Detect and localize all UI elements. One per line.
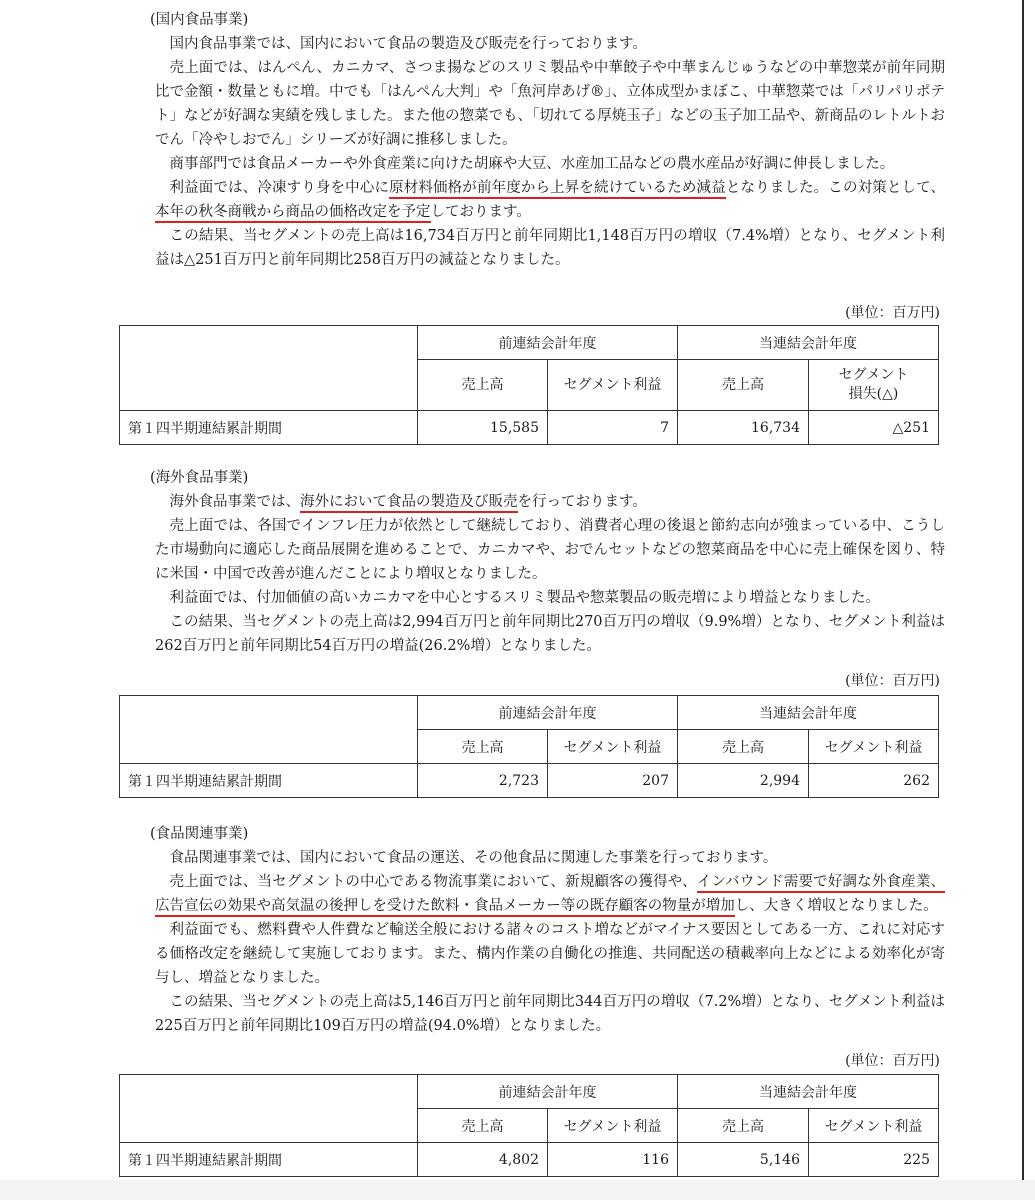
text-run: を行っております。 <box>517 494 647 510</box>
unit-label-overseas: (単位：百万円) <box>845 673 940 689</box>
col-group-prev: 前連結会計年度 <box>418 696 678 730</box>
paragraph <box>155 152 945 176</box>
col-curr-sales: 売上高 <box>678 730 809 764</box>
prev-sales-value: 2,723 <box>418 764 548 798</box>
curr-sales-value: 2,994 <box>678 764 809 798</box>
col-curr-profit: セグメント利益 <box>809 1109 939 1143</box>
paragraph <box>155 490 945 514</box>
table-row <box>120 411 939 445</box>
table-row <box>120 764 939 798</box>
text-run: となりました。この対策として、 <box>725 180 945 196</box>
row-label: 第１四半期連結累計期間 <box>120 764 418 798</box>
col-prev-sales: 売上高 <box>418 1109 548 1143</box>
table-corner-cell <box>120 1075 418 1143</box>
col-curr-sales: 売上高 <box>678 360 809 411</box>
paragraph <box>155 32 945 56</box>
paragraphs-overseas <box>155 490 945 658</box>
col-prev-sales: 売上高 <box>418 360 548 411</box>
paragraph <box>155 610 945 658</box>
paragraph <box>155 918 945 990</box>
col-prev-sales: 売上高 <box>418 730 548 764</box>
text-run: この結果、当セグメントの売上高は2,994百万円と前年同期比270百万円の増収（9.9%増）となり、セグメント利益は262百万円と前年同期比54百万円の増益(26.2%増）となりました。 <box>155 614 945 654</box>
table-corner-cell <box>120 326 418 411</box>
col-group-prev: 前連結会計年度 <box>418 326 678 360</box>
prev-sales-value: 15,585 <box>418 411 548 445</box>
curr-profit-value: △251 <box>809 411 939 445</box>
unit-label-domestic: (単位：百万円) <box>845 305 940 321</box>
text-run: この結果、当セグメントの売上高は5,146百万円と前年同期比344百万円の増収（7.2%増）となり、セグメント利益は225百万円と前年同期比109百万円の増益(94.0%増）となりました。 <box>155 994 945 1034</box>
col-curr-loss-line2: 損失(△) <box>848 386 899 402</box>
paragraph <box>155 846 945 870</box>
prev-sales-value: 4,802 <box>418 1143 548 1177</box>
underlined-phrase: 海外において食品の製造及び販売 <box>300 494 518 513</box>
curr-sales-value: 5,146 <box>678 1143 809 1177</box>
section-heading-domestic: (国内食品事業) <box>150 12 249 28</box>
paragraph <box>155 870 945 918</box>
col-prev-profit: セグメント利益 <box>548 1109 678 1143</box>
col-curr-loss-line1: セグメント <box>838 367 909 383</box>
text-run: 売上面では、各国でインフレ圧力が依然として継続しており、消費者心理の後退と節約志向が強まっている中、こうした市場動向に適応した商品展開を進めることで、カニカマや、おでんセットなどの惣菜商品を中心に売上確保を図り、特に米国・中国で改善が進んだことにより増収となりました。 <box>155 518 945 582</box>
table-header-row <box>120 1075 939 1109</box>
prev-profit-value: 7 <box>548 411 678 445</box>
underlined-phrase: 原材料価格が前年度から上昇を続けているため減益 <box>389 180 726 199</box>
text-run: 利益面では、冷凍すり身を中心に <box>169 180 390 196</box>
col-prev-profit: セグメント利益 <box>548 360 678 411</box>
paragraph <box>155 514 945 586</box>
page-right-border <box>1022 0 1024 1200</box>
text-run: 商事部門では食品メーカーや外食産業に向けた胡麻や大豆、水産加工品などの農水産品が好調に伸長しました。 <box>169 156 895 172</box>
paragraph <box>155 990 945 1038</box>
text-run: この結果、当セグメントの売上高は16,734百万円と前年同期比1,148百万円の増収（7.4%増）となり、セグメント利益は△251百万円と前年同期比258百万円の減益となりました。 <box>155 228 945 268</box>
row-label: 第１四半期連結累計期間 <box>120 1143 418 1177</box>
text-run: 食品関連事業では、国内において食品の運送、その他食品に関連した事業を行っております。 <box>169 850 778 866</box>
segment-table-overseas <box>119 695 939 798</box>
section-heading-related: (食品関連事業) <box>150 826 249 842</box>
table-header-row <box>120 696 939 730</box>
curr-profit-value: 225 <box>809 1143 939 1177</box>
text-run: 海外食品事業では、 <box>169 494 300 510</box>
text-run: し、大きく増収となりました。 <box>734 898 938 914</box>
text-run: 利益面でも、燃料費や人件費など輸送全般における諸々のコスト増などがマイナス要因としてある一方、これに対応する価格改定を継続して実施しております。また、構内作業の自働化の推進、共同配送の積載率向上などによる効率化が寄与し、増益となりました。 <box>155 922 945 986</box>
page-bottom-strip <box>0 1180 1035 1200</box>
paragraph <box>155 586 945 610</box>
text-run: 売上面では、はんぺん、カニカマ、さつま揚などのスリミ製品や中華餃子や中華まんじゅうなどの中華惣菜が前年同期比で金額・数量ともに増。中でも「はんぺん大判」や「魚河岸あげ®」、立体成型かまぼこ、中華惣菜では「パリパリポテト」などが好調な実績を残しました。また他の惣菜でも、「切れてる厚焼玉子」などの玉子加工品や、新商品のレトルトおでん「冷やしおでん」シリーズが好調に推移しました。 <box>155 60 945 148</box>
prev-profit-value: 116 <box>548 1143 678 1177</box>
curr-profit-value: 262 <box>809 764 939 798</box>
col-curr-loss <box>809 360 939 411</box>
curr-sales-value: 16,734 <box>678 411 809 445</box>
underlined-phrase: インバウンド需要で好調な外食産業、広告宣伝の効果や高気温の後押しを受けた飲料・食品メーカー等の既存顧客の物量が増加 <box>155 874 945 917</box>
prev-profit-value: 207 <box>548 764 678 798</box>
paragraph <box>155 176 945 224</box>
section-heading-overseas: (海外食品事業) <box>150 470 249 486</box>
underlined-phrase: 本年の秋冬商戦から商品の価格改定を予定 <box>155 204 431 223</box>
paragraph <box>155 224 945 272</box>
unit-label-related: (単位：百万円) <box>845 1053 940 1069</box>
paragraphs-domestic <box>155 32 945 272</box>
text-run: 国内食品事業では、国内において食品の製造及び販売を行っております。 <box>169 36 647 52</box>
table-row <box>120 1143 939 1177</box>
col-group-curr: 当連結会計年度 <box>678 1075 939 1109</box>
col-group-curr: 当連結会計年度 <box>678 696 939 730</box>
text-run: 売上面では、当セグメントの中心である物流事業において、新規顧客の獲得や、 <box>169 874 697 890</box>
text-run: 利益面では、付加価値の高いカニカマを中心とするスリミ製品や惣菜製品の販売増により増益となりました。 <box>169 590 880 606</box>
col-curr-sales: 売上高 <box>678 1109 809 1143</box>
segment-table-related <box>119 1074 939 1177</box>
table-corner-cell <box>120 696 418 764</box>
text-run: しております。 <box>430 204 531 220</box>
row-label: 第１四半期連結累計期間 <box>120 411 418 445</box>
paragraphs-related <box>155 846 945 1038</box>
table-header-row <box>120 326 939 360</box>
col-group-prev: 前連結会計年度 <box>418 1075 678 1109</box>
paragraph <box>155 56 945 152</box>
segment-table-domestic <box>119 325 939 445</box>
col-prev-profit: セグメント利益 <box>548 730 678 764</box>
col-curr-profit: セグメント利益 <box>809 730 939 764</box>
col-group-curr: 当連結会計年度 <box>678 326 939 360</box>
